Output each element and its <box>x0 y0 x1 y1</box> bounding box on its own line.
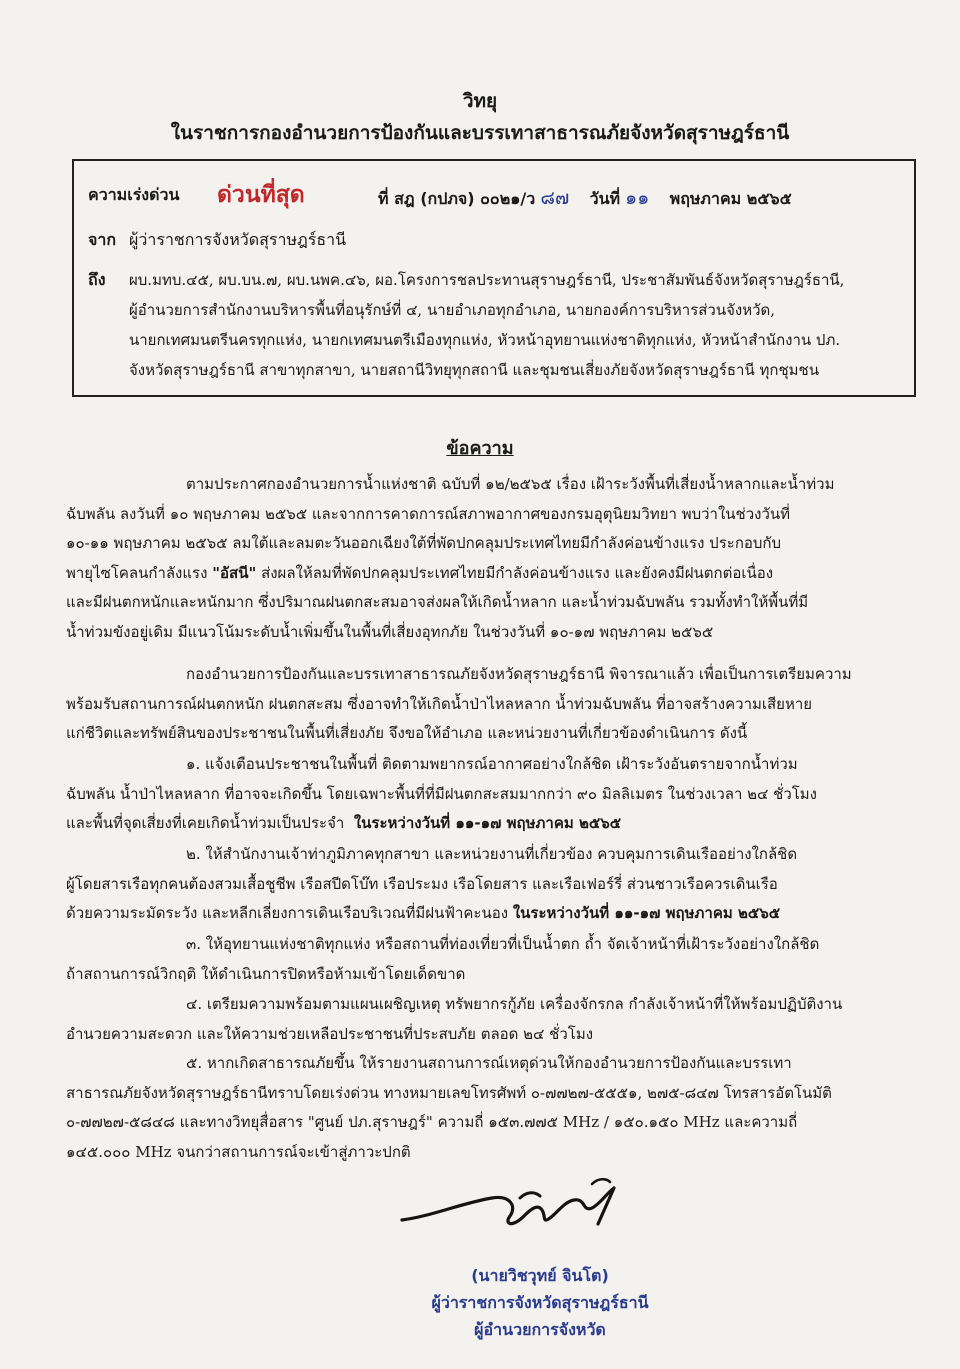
text-line: กองอำนวยการป้องกันและบรรเทาสาธารณภัยจังหวัดสุราษฎร์ธานี พิจารณาแล้ว เพื่อเป็นการเตรียมความ <box>186 665 852 683</box>
text-line: ๒. ให้สำนักงานเจ้าท่าภูมิภาคทุกสาขา และหน่วยงานที่เกี่ยวข้อง ควบคุมการเดินเรืออย่างใกล้ชิด <box>186 845 798 863</box>
date-range-emphasis: ในระหว่างวันที่ ๑๑-๑๗ พฤษภาคม ๒๕๖๕ <box>512 904 781 923</box>
item-1 <box>66 750 894 839</box>
from-value: ผู้ว่าราชการจังหวัดสุราษฎร์ธานี <box>129 230 347 249</box>
text-line: ๓. ให้อุทยานแห่งชาติทุกแห่ง หรือสถานที่ท่องเที่ยวที่เป็นน้ำตก ถ้ำ จัดเจ้าหน้าที่เฝ้าระวังอย่างใกล้ชิด <box>186 935 820 953</box>
text-line: ผู้โดยสารเรือทุกคนต้องสวมเสื้อชูชีพ เรือสปีดโบ๊ท เรือประมง เรือโดยสาร และเรือเฟอร์รี่ ส่วนชาวเรือควรเดินเรือ <box>66 874 778 893</box>
storm-name: "อัสนี" <box>212 563 257 582</box>
text-line: ๕. หากเกิดสาธารณภัยขึ้น ให้รายงานสถานการณ์เหตุด่วนให้กองอำนวยการป้องกันและบรรเทา <box>186 1054 792 1072</box>
text-line: ๑๐-๑๑ พฤษภาคม ๒๕๖๕ ลมใต้และลมตะวันออกเฉียงใต้ที่พัดปกคลุมประเทศไทยมีกำลังค่อนข้างแรง ประกอบกับ <box>66 534 782 553</box>
ref-prefix: ที่ สฎ (กปภจ) ๐๐๒๑/ว <box>378 189 536 208</box>
page-subtitle: ในราชการกองอำนวยการป้องกันและบรรเทาสาธารณภัยจังหวัดสุราษฎร์ธานี <box>170 122 790 144</box>
item-5 <box>66 1049 894 1167</box>
text-line: พร้อมรับสถานการณ์ฝนตกหนัก ฝนตกสะสม ซึ่งอาจทำให้เกิดน้ำป่าไหลหลาก น้ำท่วมฉับพลัน ที่อาจสร้างความเสียหาย <box>66 694 813 713</box>
urgency-label: ความเร่งด่วน <box>88 185 180 204</box>
date-range-emphasis: ในระหว่างวันที่ ๑๑-๑๗ พฤษภาคม ๒๕๖๕ <box>353 814 622 833</box>
text-line: ๑๔๕.๐๐๐ MHz จนกว่าสถานการณ์จะเข้าสู่ภาวะปกติ <box>66 1142 411 1161</box>
reference-row <box>378 183 792 213</box>
to-line: จังหวัดสุราษฎร์ธานี สาขาทุกสาขา, นายสถานีวิทยุทุกสถานี และชุมชนเสี่ยงภัยจังหวัดสุราษฎร์ธานี ทุกชุมชน <box>129 361 819 379</box>
item-2 <box>66 840 894 929</box>
date-label: วันที่ <box>589 189 621 208</box>
date-day: ๑๑ <box>625 187 650 209</box>
text-line: และมีฝนตกหนักและหนักมาก ซึ่งปริมาณฝนตกสะสมอาจส่งผลให้เกิดน้ำหลาก และน้ำท่วมฉับพลัน รวมทั้งทำให้พื้นที่มี <box>66 593 809 612</box>
text-line: ฉับพลัน น้ำป่าไหลหลาก ที่อาจจะเกิดขึ้น โดยเฉพาะพื้นที่ที่มีฝนตกสะสมมากกว่า ๙๐ มิลลิเมตร ในช่วงเวลา ๒๔ ชั่วโมง <box>66 784 818 803</box>
paragraph-2 <box>66 660 894 749</box>
text-line: และพื้นที่จุดเสี่ยงที่เคยเกิดน้ำท่วมเป็นประจำ ในระหว่างวันที่ ๑๑-๑๗ พฤษภาคม ๒๕๖๕ <box>66 814 622 833</box>
page-title: วิทยุ <box>462 90 498 112</box>
text-line: ๐-๗๗๒๗-๕๘๔๘ และทางวิทยุสื่อสาร "ศูนย์ ปภ.สุราษฎร์" ความถี่ ๑๕๓.๗๗๕ MHz / ๑๕๐.๑๕๐ MHz และความถี่ <box>66 1113 798 1132</box>
signer-role: ผู้อำนวยการจังหวัด <box>474 1320 606 1339</box>
text-line: น้ำท่วมขังอยู่เดิม มีแนวโน้มระดับน้ำเพิ่มขึ้นในพื้นที่เสี่ยงอุทกภัย ในช่วงวันที่ ๑๐-๑๗ พฤษภาคม ๒๕๖๕ <box>66 622 714 641</box>
to-line: ผู้อำนวยการสำนักงานบริหารพื้นที่อนุรักษ์ที่ ๔, นายอำเภอทุกอำเภอ, นายกองค์การบริหารส่วนจังหวัด, <box>129 301 776 319</box>
signature-graphic <box>392 1158 652 1248</box>
text-line: แก่ชีวิตและทรัพย์สินของประชาชนในพื้นที่เสี่ยงภัย จึงขอให้อำเภอ และหน่วยงานที่เกี่ยวข้องดำเนินการ ดังนี้ <box>66 724 748 743</box>
text-line: ตามประกาศกองอำนวยการน้ำแห่งชาติ ฉบับที่ ๑๒/๒๕๖๕ เรื่อง เฝ้าระวังพื้นที่เสี่ยงน้ำหลากและน้ำท่วม <box>186 475 835 493</box>
text-line: ถ้าสถานการณ์วิกฤติ ให้ดำเนินการปิดหรือห้ามเข้าโดยเด็ดขาด <box>66 964 466 983</box>
to-line: ผบ.มทบ.๔๕, ผบ.บน.๗, ผบ.นพค.๔๖, ผอ.โครงการชลประทานสุราษฎร์ธานี, ประชาสัมพันธ์จังหวัดสุราษฎร์ธานี, <box>129 271 845 289</box>
text-line: อำนวยความสะดวก และให้ความช่วยเหลือประชาชนที่ประสบภัย ตลอด ๒๔ ชั่วโมง <box>66 1024 594 1043</box>
urgency-value: ด่วนที่สุด <box>217 182 305 208</box>
memo-header-box <box>72 159 916 397</box>
text-line: พายุไซโคลนกำลังแรง "อัสนี" ส่งผลให้ลมที่พัดปกคลุมประเทศไทยมีกำลังค่อนข้างแรง และยังคงมีฝนตกต่อเนื่อง <box>66 563 774 582</box>
to-line: นายกเทศมนตรีนครทุกแห่ง, นายกเทศมนตรีเมืองทุกแห่ง, หัวหน้าอุทยานแห่งชาติทุกแห่ง, หัวหน้าสำนักงาน ปภ. <box>129 331 841 349</box>
to-label: ถึง <box>88 270 106 289</box>
paragraph-1 <box>66 470 894 648</box>
signer-name: (นายวิชวุทย์ จินโต) <box>471 1266 609 1285</box>
urgency-row <box>88 183 179 208</box>
date-month-year: พฤษภาคม ๒๕๖๕ <box>669 189 792 208</box>
signer-position: ผู้ว่าราชการจังหวัดสุราษฎร์ธานี <box>431 1293 649 1312</box>
from-label: จาก <box>88 230 117 249</box>
text-line: ด้วยความระมัดระวัง และหลีกเลี่ยงการเดินเรือบริเวณที่มีฝนฟ้าคะนอง ในระหว่างวันที่ ๑๑-๑๗ พฤษภาคม ๒๕๖๕ <box>66 904 781 923</box>
text-line: ฉับพลัน ลงวันที่ ๑๐ พฤษภาคม ๒๕๖๕ และจากการคาดการณ์สภาพอากาศของกรมอุตุนิยมวิทยา พบว่าในช่วงวันที่ <box>66 504 791 523</box>
text-line: ๔. เตรียมความพร้อมตามแผนเผชิญเหตุ ทรัพยากรกู้ภัย เครื่องจักรกล กำลังเจ้าหน้าที่ให้พร้อมปฏิบัติงาน <box>186 995 843 1013</box>
text-line: ๑. แจ้งเตือนประชาชนในพื้นที่ ติดตามพยากรณ์อากาศอย่างใกล้ชิด เฝ้าระวังอันตรายจากน้ำท่วม <box>186 755 798 773</box>
item-4 <box>66 990 894 1049</box>
ref-number: ๘๗ <box>540 187 570 209</box>
text-line: สาธารณภัยจังหวัดสุราษฎร์ธานีทราบโดยเร่งด่วน ทางหมายเลขโทรศัพท์ ๐-๗๗๒๗-๕๕๕๑, ๒๗๕-๘๔๗ โทรสารอัตโนมัติ <box>66 1083 832 1102</box>
message-heading: ข้อความ <box>446 438 514 459</box>
item-3 <box>66 930 894 989</box>
